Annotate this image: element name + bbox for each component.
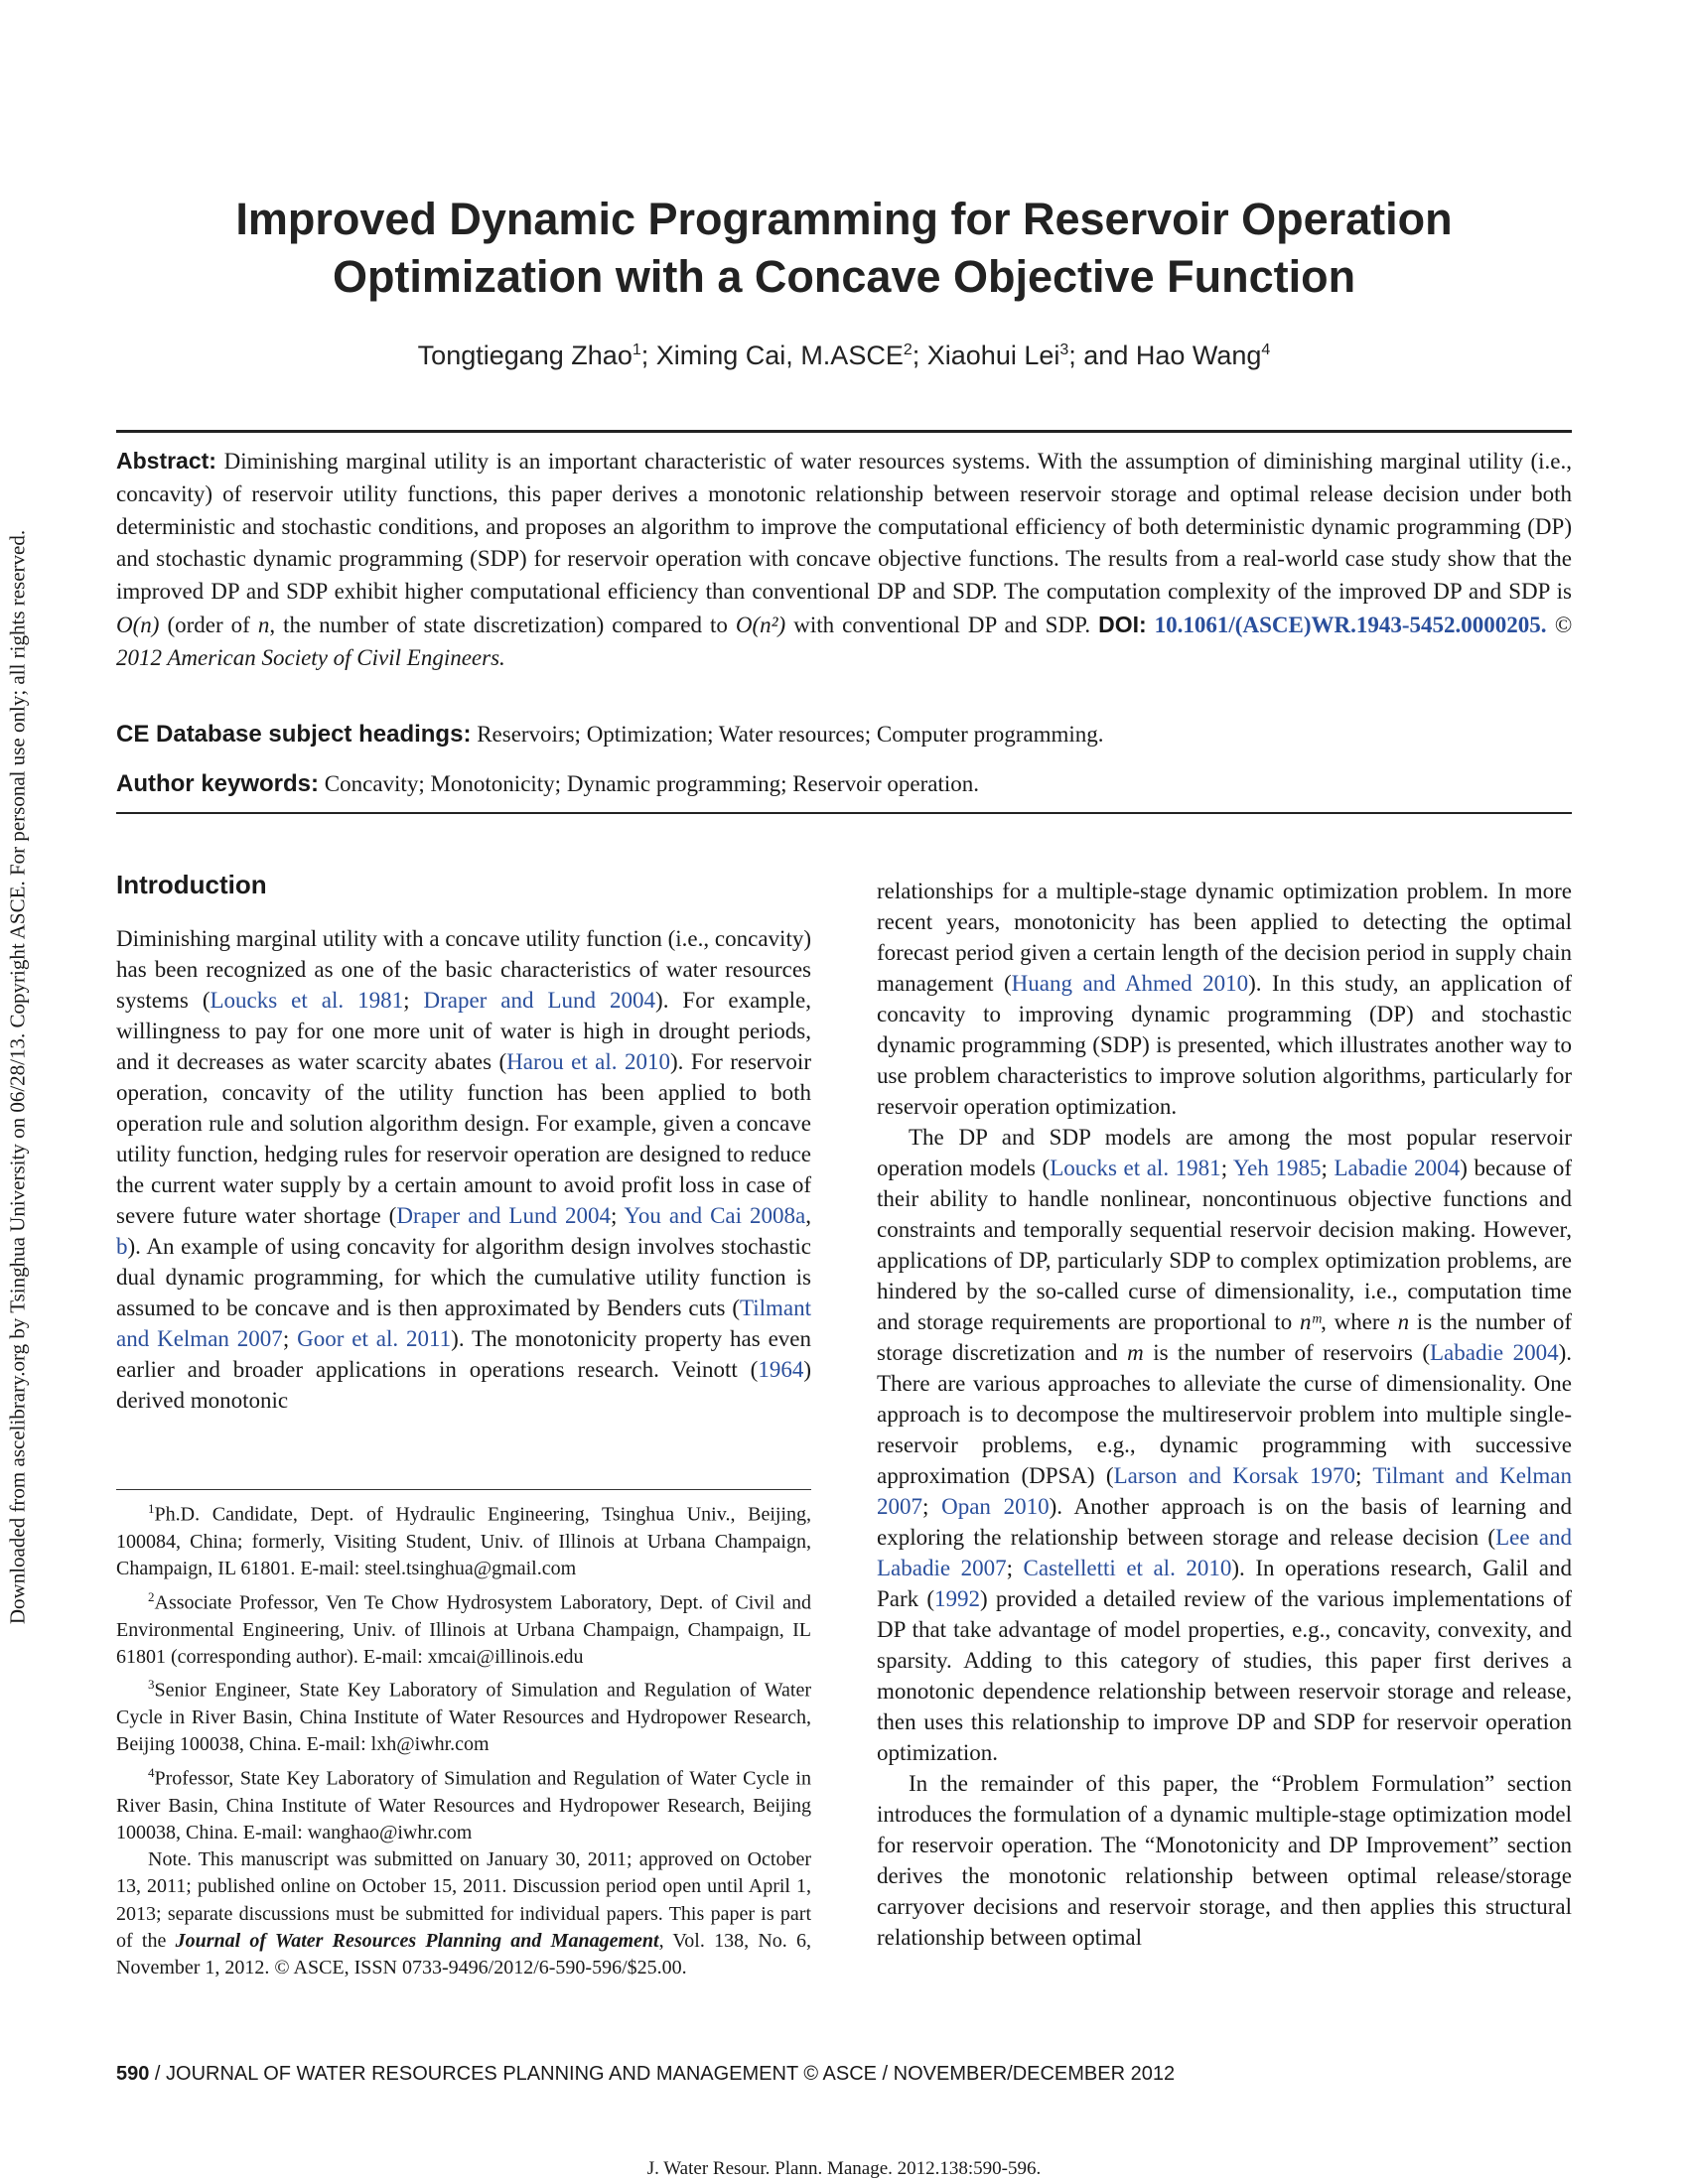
author-affiliation-mark: 4 xyxy=(1261,341,1271,358)
keywords-rule xyxy=(116,812,1572,814)
section-heading-introduction: Introduction xyxy=(116,870,267,899)
download-notice-text: Downloaded from ascelibrary.org by Tsinghua University on 06/28/13. Copyright ASCE. For personal use only; all rights reserved. xyxy=(5,529,30,1625)
running-footer: / JOURNAL OF WATER RESOURCES PLANNING AND MANAGEMENT © ASCE / NOVEMBER/DECEMBER 2012 xyxy=(149,2063,1176,2085)
author-separator: ; and xyxy=(1068,341,1136,370)
footnote: $^1$Ph.D. Candidate, Dept. of Hydraulic Engineering, Tsinghua Univ., Beijing, 100084, China; formerly, Visiting Student, Univ. of Illinois at Urbana Champaign, Champaign, IL 61801. E-mail: steel.tsinghua@gmail.com xyxy=(116,1501,811,1580)
reference-link[interactable]: Loucks et al. 1981 xyxy=(1050,1156,1221,1180)
submission-note: Note. This manuscript was submitted on January 30, 2011; approved on October 13, 2011; published online on October 15, 2011. Discussion period open until April 1, 2013; separate discussions must be submitted for individual papers. This paper is part of the Journal of Water Resources Planning and Management, Vol. 138, No. 6, November 1, 2012. © ASCE, ISSN 0733-9496/2012/6-590-596/$25.00. xyxy=(116,1848,812,1979)
symbol-m: m xyxy=(1127,1340,1144,1365)
subject-headings-label: CE Database subject headings: xyxy=(116,721,472,748)
page-footer xyxy=(116,2061,1175,2087)
author-affiliation-mark: 3 xyxy=(1059,341,1069,358)
intro-paragraph-1: Diminishing marginal utility with a concave utility function (i.e., concavity) has been recognized as one of the basic characteristics of water resources systems (Loucks et al. 1981; Draper and Lund 2004). For example, willingness to pay for one more unit of water is high in drought periods, and it decreases as water scarcity abates (Harou et al. 2010). For reservoir operation, concavity of the utility function has been applied to both operation rule and solution algorithm design. For example, given a concave utility function, hedging rules for reservoir operation are designed to reduce the current water supply by a certain amount to avoid profit loss in case of severe future water shortage (Draper and Lund 2004; You and Cai 2008a, b). An example of using concavity for algorithm design involves stochastic dual dynamic programming, for which the cumulative utility function is assumed to be concave and is then approximated by Benders cuts (Tilmant and Kelman 2007; Goor et al. 2011). The monotonicity property has even earlier and broader applications in operations research. Veinott (1964) derived monotonic xyxy=(116,926,812,1413)
abstract-text: , the number of state discretization) compared to xyxy=(269,612,736,637)
reference-link[interactable]: Draper and Lund 2004 xyxy=(396,1203,611,1228)
reference-link[interactable]: Goor et al. 2011 xyxy=(297,1326,452,1351)
author-affiliation-mark: 1 xyxy=(632,341,641,358)
footnote: $^4$Professor, State Key Laboratory of Simulation and Regulation of Water Cycle in River Basin, China Institute of Water Resources and Hydropower Research, Beijing 100038, China. E-mail: wanghao@iwhr.com xyxy=(116,1764,811,1843)
author-affiliation-mark: 2 xyxy=(903,341,913,358)
symbol-n: n xyxy=(1397,1309,1410,1334)
right-column xyxy=(877,876,1572,1953)
author-keywords xyxy=(116,768,1572,800)
intro-paragraph-1-continued: relationships for a multiple-stage dynamic optimization problem. In more recent years, monotonicity has been applied to detecting the optimal forecast period given a certain length of the decision period in supply chain management (Huang and Ahmed 2010). In this study, an application of concavity to improving dynamic programming (DP) and stochastic dynamic programming (SDP) is presented, which illustrates another way to use problem characteristics to improve solution algorithms, particularly for reservoir operation optimization. xyxy=(877,879,1573,1119)
author-name: Tongtiegang Zhao xyxy=(417,341,633,370)
doi-label: DOI: xyxy=(1098,611,1147,637)
reference-link[interactable]: Opan 2010 xyxy=(941,1494,1050,1519)
author-list xyxy=(117,334,1571,372)
reference-link[interactable]: Larson and Korsak 1970 xyxy=(1113,1463,1356,1488)
reference-link[interactable]: Yeh 1985 xyxy=(1232,1156,1322,1180)
reference-link[interactable]: Huang and Ahmed 2010 xyxy=(1011,971,1249,996)
page-number: 590 xyxy=(116,2063,150,2085)
reference-link[interactable]: Lee and Labadie 2007 xyxy=(877,1525,1572,1580)
author-separator: ; xyxy=(912,341,927,370)
abstract-label: Abstract: xyxy=(116,448,216,474)
copyright-notice: © 2012 American Society of Civil Engineers. xyxy=(116,612,1572,670)
intro-paragraph-3: In the remainder of this paper, the “Problem Formulation” section introduces the formulation of a dynamic multiple-stage optimization model for reservoir operation. The “Monotonicity and DP Improvement” section derives the monotonic relationship between optimal release/storage carryover decisions and reservoir storage, and then applies this structural relationship between optimal xyxy=(877,1771,1572,1950)
reference-link[interactable]: 1992 xyxy=(934,1586,980,1611)
intro-paragraph-2: The DP and SDP models are among the most popular reservoir operation models (Loucks et al. 1981; Yeh 1985; Labadie 2004) because of their ability to handle nonlinear, noncontinuous objective functions and constraints and temporally sequential reservoir decision making. However, applications of DP, particularly SDP to complex optimization problems, are hindered by the so-called curse of dimensionality, i.e., computation time and storage requirements are proportional to nᵐ, where n is the number of storage discretization and m is the number of reservoirs (Labadie 2004). There are various approaches to alleviate the curse of dimensionality. One approach is to decompose the multireservoir problem into multiple single-reservoir problems, e.g., dynamic programming with successive approximation (DPSA) (Larson and Korsak 1970; Tilmant and Kelman 2007; Opan 2010). Another approach is on the basis of learning and exploring the relationship between storage and release decision (Lee and Labadie 2007; Castelletti et al. 2010). In operations research, Galil and Park (1992) provided a detailed review of the various implementations of DP that take advantage of model properties, e.g., concavity, convexity, and sparsity. Adding to this category of studies, this paper first derives a monotonic dependence relationship between reservoir storage and release, then uses this relationship to improve DP and SDP for reservoir operation optimization. xyxy=(877,1125,1573,1765)
reference-link[interactable]: 1964 xyxy=(758,1357,804,1382)
symbol-n-power-m: nᵐ xyxy=(1299,1309,1322,1334)
doi-link[interactable]: 10.1061/(ASCE)WR.1943-5452.0000205. xyxy=(1154,612,1547,637)
subject-headings xyxy=(116,719,1572,751)
left-column xyxy=(116,868,811,1416)
footnote-rule xyxy=(116,1489,811,1490)
reference-link[interactable]: Draper and Lund 2004 xyxy=(423,988,656,1013)
article-title xyxy=(117,191,1571,306)
journal-name: Journal of Water Resources Planning and Management xyxy=(175,1930,659,1953)
footnote: $^2$Associate Professor, Ven Te Chow Hydrosystem Laboratory, Dept. of Civil and Environmental Engineering, Univ. of Illinois at Urbana Champaign, Champaign, IL 61801 (corresponding author). E-mail: xmcai@illinois.edu xyxy=(116,1588,811,1668)
reference-link[interactable]: Labadie 2004 xyxy=(1334,1156,1461,1180)
author-name: Xiaohui Lei xyxy=(926,341,1060,370)
reference-link[interactable]: Labadie 2004 xyxy=(1429,1340,1559,1365)
reference-link[interactable]: You and Cai 2008a xyxy=(624,1203,806,1228)
footnotes xyxy=(116,1495,811,1982)
header-rule xyxy=(116,430,1572,433)
abstract-text: (order of xyxy=(159,612,258,637)
abstract-text: Diminishing marginal utility is an important characteristic of water resources systems. With the assumption of diminishing marginal utility (i.e., concavity) of reservoir utility functions, this paper derives a monotonic relationship between reservoir storage and optimal release decision under both deterministic and stochastic conditions, and proposes an algorithm to improve the computational efficiency of both deterministic dynamic programming (DP) and stochastic dynamic programming (SDP) for reservoir operation with concave objective functions. The results from a real-world case study show that the improved DP and SDP exhibit higher computational efficiency than conventional DP and SDP. The computation complexity of the improved DP and SDP is xyxy=(116,449,1572,605)
complexity-on: O(n) xyxy=(116,612,160,637)
complexity-on2: O(n²) xyxy=(735,612,786,637)
citation-line: J. Water Resour. Plann. Manage. 2012.138:590-596. xyxy=(646,2158,1042,2179)
reference-link[interactable]: Tilmant and Kelman 2007 xyxy=(116,1296,811,1351)
author-keywords-text: Concavity; Monotonicity; Dynamic programming; Reservoir operation. xyxy=(319,771,979,796)
abstract xyxy=(116,445,1572,675)
footnote: $^3$Senior Engineer, State Key Laboratory of Simulation and Regulation of Water Cycle in River Basin, China Institute of Water Resources and Hydropower Research, Beijing 100038, China. E-mail: lxh@iwhr.com xyxy=(116,1677,811,1756)
abstract-text: with conventional DP and SDP. xyxy=(785,612,1099,637)
title-line-1: Improved Dynamic Programming for Reservoir Operation xyxy=(235,194,1453,244)
symbol-n: n xyxy=(257,612,270,637)
reference-link[interactable]: Harou et al. 2010 xyxy=(506,1049,670,1074)
title-line-2: Optimization with a Concave Objective Function xyxy=(332,251,1356,302)
author-name: Ximing Cai, M.ASCE xyxy=(655,341,904,370)
reference-link[interactable]: b xyxy=(116,1234,128,1259)
reference-link[interactable]: Loucks et al. 1981 xyxy=(210,988,404,1013)
download-notice-sidebar xyxy=(0,0,36,2184)
reference-link[interactable]: Castelletti et al. 2010 xyxy=(1023,1556,1232,1580)
author-name: Hao Wang xyxy=(1135,341,1262,370)
author-separator: ; xyxy=(640,341,656,370)
author-keywords-label: Author keywords: xyxy=(116,770,320,797)
subject-headings-text: Reservoirs; Optimization; Water resources; Computer programming. xyxy=(471,722,1104,747)
reference-link[interactable]: Tilmant and Kelman 2007 xyxy=(877,1463,1572,1519)
